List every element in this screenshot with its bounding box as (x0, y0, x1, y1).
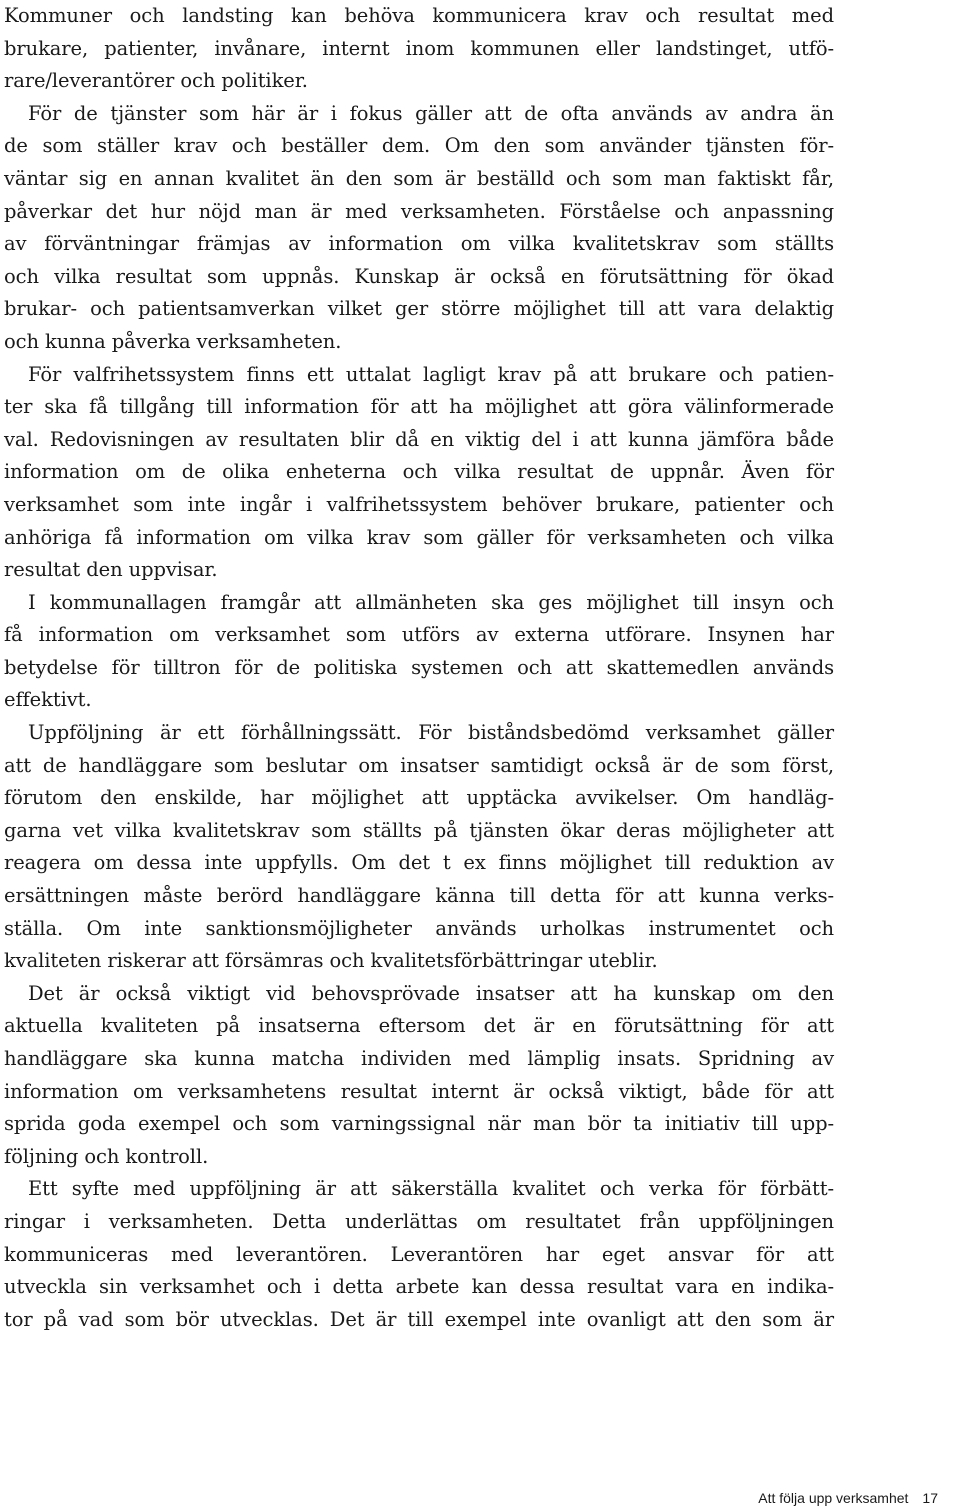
text-line: effektivt. (4, 688, 92, 712)
text-line: följning och kontroll. (4, 1144, 209, 1168)
text-line: brukare, patienter, invånare, internt inom kommunen eller landstinget, utfö- (4, 36, 834, 60)
text-line: utveckla sin verksamhet och i detta arbete kan dessa resultat vara en indika- (4, 1275, 834, 1299)
text-line: påverkar det hur nöjd man är med verksamheten. Förståelse och anpassning (4, 199, 834, 223)
footer-title: Att följa upp verksamhet (758, 1490, 909, 1506)
text-line: resultat den uppvisar. (4, 558, 218, 582)
body-text (4, 0, 834, 1336)
text-line: ersättningen måste berörd handläggare känna till detta för att kunna verks- (4, 884, 834, 908)
text-line: ställa. Om inte sanktionsmöjligheter används urholkas instrumentet och (4, 916, 834, 940)
text-line: verksamhet som inte ingår i valfrihetssystem behöver brukare, patienter och (4, 492, 834, 516)
text-line: val. Redovisningen av resultaten blir då en viktig del i att kunna jämföra både (4, 427, 834, 451)
text-line: information om verksamhetens resultat internt är också viktigt, både för att (4, 1079, 834, 1103)
page-footer (758, 1490, 938, 1508)
text-line: de som ställer krav och beställer dem. Om den som använder tjänsten för- (4, 134, 834, 158)
text-line: anhöriga få information om vilka krav som gäller för verksamheten och vilka (4, 525, 834, 549)
text-line: garna vet vilka kvalitetskrav som ställts på tjänsten ökar deras möjligheter att (4, 818, 834, 842)
text-line: I kommunallagen framgår att allmänheten ska ges möjlighet till insyn och (28, 590, 834, 614)
text-line: och vilka resultat som uppnås. Kunskap är också en förutsättning för ökad (4, 264, 834, 288)
text-line: betydelse för tilltron för de politiska systemen och att skattemedlen används (4, 655, 834, 679)
text-line: sprida goda exempel och som varningssignal när man bör ta initiativ till upp- (4, 1112, 834, 1136)
text-line: få information om verksamhet som utförs av externa utförare. Insynen har (4, 623, 834, 647)
text-line: rare/leverantörer och politiker. (4, 69, 308, 93)
text-line: kvaliteten riskerar att försämras och kvalitetsförbättringar uteblir. (4, 949, 658, 973)
text-line: Ett syfte med uppföljning är att säkerställa kvalitet och verka för förbätt- (28, 1177, 834, 1201)
text-line: Det är också viktigt vid behovsprövade insatser att ha kunskap om den (28, 981, 834, 1005)
text-line: ringar i verksamheten. Detta underlättas om resultatet från uppföljningen (4, 1209, 834, 1233)
text-line: att de handläggare som beslutar om insatser samtidigt också är de som först, (4, 753, 834, 777)
text-line: kommuniceras med leverantören. Leverantören har eget ansvar för att (4, 1242, 834, 1266)
page-number: 17 (922, 1490, 938, 1506)
text-line: tor på vad som bör utvecklas. Det är till exempel inte ovanligt att den som är (4, 1307, 834, 1331)
text-line: förutom den enskilde, har möjlighet att upptäcka avvikelser. Om handläg- (4, 786, 834, 810)
text-line: information om de olika enheterna och vilka resultat de uppnår. Även för (4, 460, 834, 484)
text-line: väntar sig en annan kvalitet än den som är beställd och som man faktiskt får, (4, 166, 834, 190)
text-line: Uppföljning är ett förhållningssätt. För biståndsbedömd verksamhet gäller (28, 721, 834, 745)
text-line: För valfrihetssystem finns ett uttalat lagligt krav på att brukare och patien- (28, 362, 834, 386)
text-line: handläggare ska kunna matcha individen med lämplig insats. Spridning av (4, 1047, 834, 1070)
text-line: reagera om dessa inte uppfylls. Om det t ex finns möjlighet till reduktion av (4, 851, 834, 875)
text-line: För de tjänster som här är i fokus gäller att de ofta används av andra än (28, 101, 834, 125)
text-line: av förväntningar främjas av information om vilka kvalitetskrav som ställts (4, 232, 834, 256)
text-line: och kunna påverka verksamheten. (4, 329, 342, 353)
text-line: brukar- och patientsamverkan vilket ger större möjlighet till att vara delaktig (4, 297, 834, 321)
text-line: Kommuner och landsting kan behöva kommunicera krav och resultat med (4, 4, 834, 27)
text-line: ter ska få tillgång till information för att ha möjlighet att göra välinformerade (4, 395, 834, 419)
text-line: aktuella kvaliteten på insatserna eftersom det är en förutsättning för att (4, 1014, 834, 1038)
